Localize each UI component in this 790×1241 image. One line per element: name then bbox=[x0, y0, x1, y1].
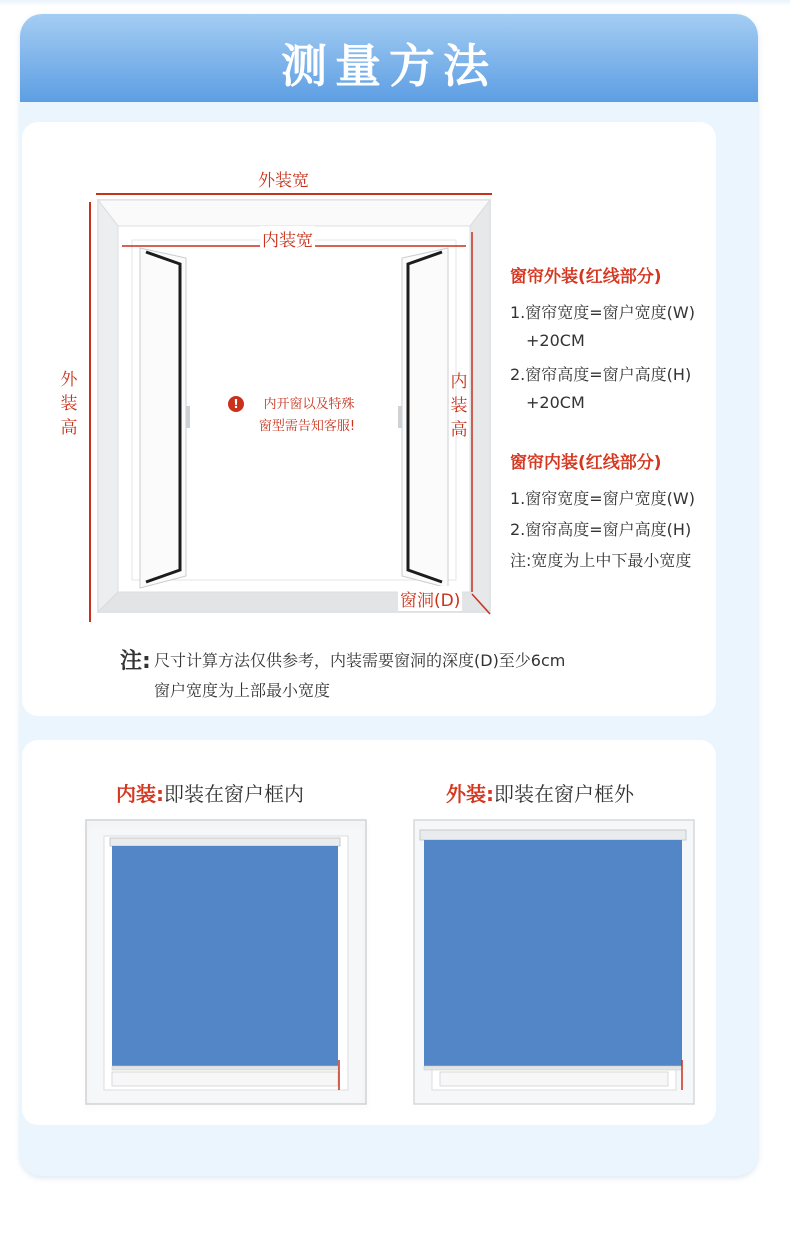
inner-install-line-2: 2.窗帘高度=窗户高度(H) bbox=[510, 520, 692, 539]
inner-install-window bbox=[86, 820, 366, 1104]
inner-install-line-1: 1.窗帘宽度=窗户宽度(W) bbox=[510, 489, 695, 508]
inner-example-text: 即装在窗户框内 bbox=[164, 782, 304, 806]
warning-line-2: 窗型需告知客服! bbox=[258, 419, 356, 434]
outer-blind bbox=[424, 840, 682, 1066]
outer-example-lead: 外装: bbox=[446, 782, 494, 806]
inner-height-label: 内 装 高 bbox=[450, 372, 468, 440]
inner-roller-rail bbox=[110, 838, 340, 846]
outer-install-line-2: 2.窗帘高度=窗户高度(H) bbox=[510, 365, 692, 384]
outer-install-window bbox=[414, 820, 694, 1104]
outer-install-line-1: 1.窗帘宽度=窗户宽度(W) bbox=[510, 303, 695, 322]
outer-install-line-2b: +20CM bbox=[526, 393, 585, 412]
warning-icon-glyph: ! bbox=[233, 397, 239, 411]
inner-blind bbox=[112, 846, 338, 1066]
inner-example-lead: 内装: bbox=[116, 782, 164, 806]
inner-width-label: 内装宽 bbox=[260, 226, 315, 251]
outer-height-label: 外 装 高 bbox=[60, 370, 78, 438]
outer-roller-rail bbox=[420, 830, 686, 840]
outer-width-label: 外装宽 bbox=[258, 171, 309, 191]
footnote-line-1: 尺寸计算方法仅供参考，内装需要窗洞的深度(D)至少6cm bbox=[154, 651, 566, 670]
depth-label: 窗洞(D) bbox=[398, 586, 462, 611]
outer-install-heading: 窗帘外装(红线部分) bbox=[510, 267, 662, 287]
footnote-lead: 注: bbox=[120, 649, 151, 674]
outer-install-line-1b: +20CM bbox=[526, 331, 585, 350]
inner-install-note: 注:宽度为上中下最小宽度 bbox=[510, 551, 692, 570]
warning-line-1: 内开窗以及特殊 bbox=[263, 397, 355, 412]
inner-install-heading: 窗帘内装(红线部分) bbox=[510, 453, 662, 473]
outer-example-text: 即装在窗户框外 bbox=[494, 782, 634, 806]
footnote-line-2: 窗户宽度为上部最小宽度 bbox=[154, 681, 331, 700]
page-title: 测量方法 bbox=[281, 39, 497, 93]
